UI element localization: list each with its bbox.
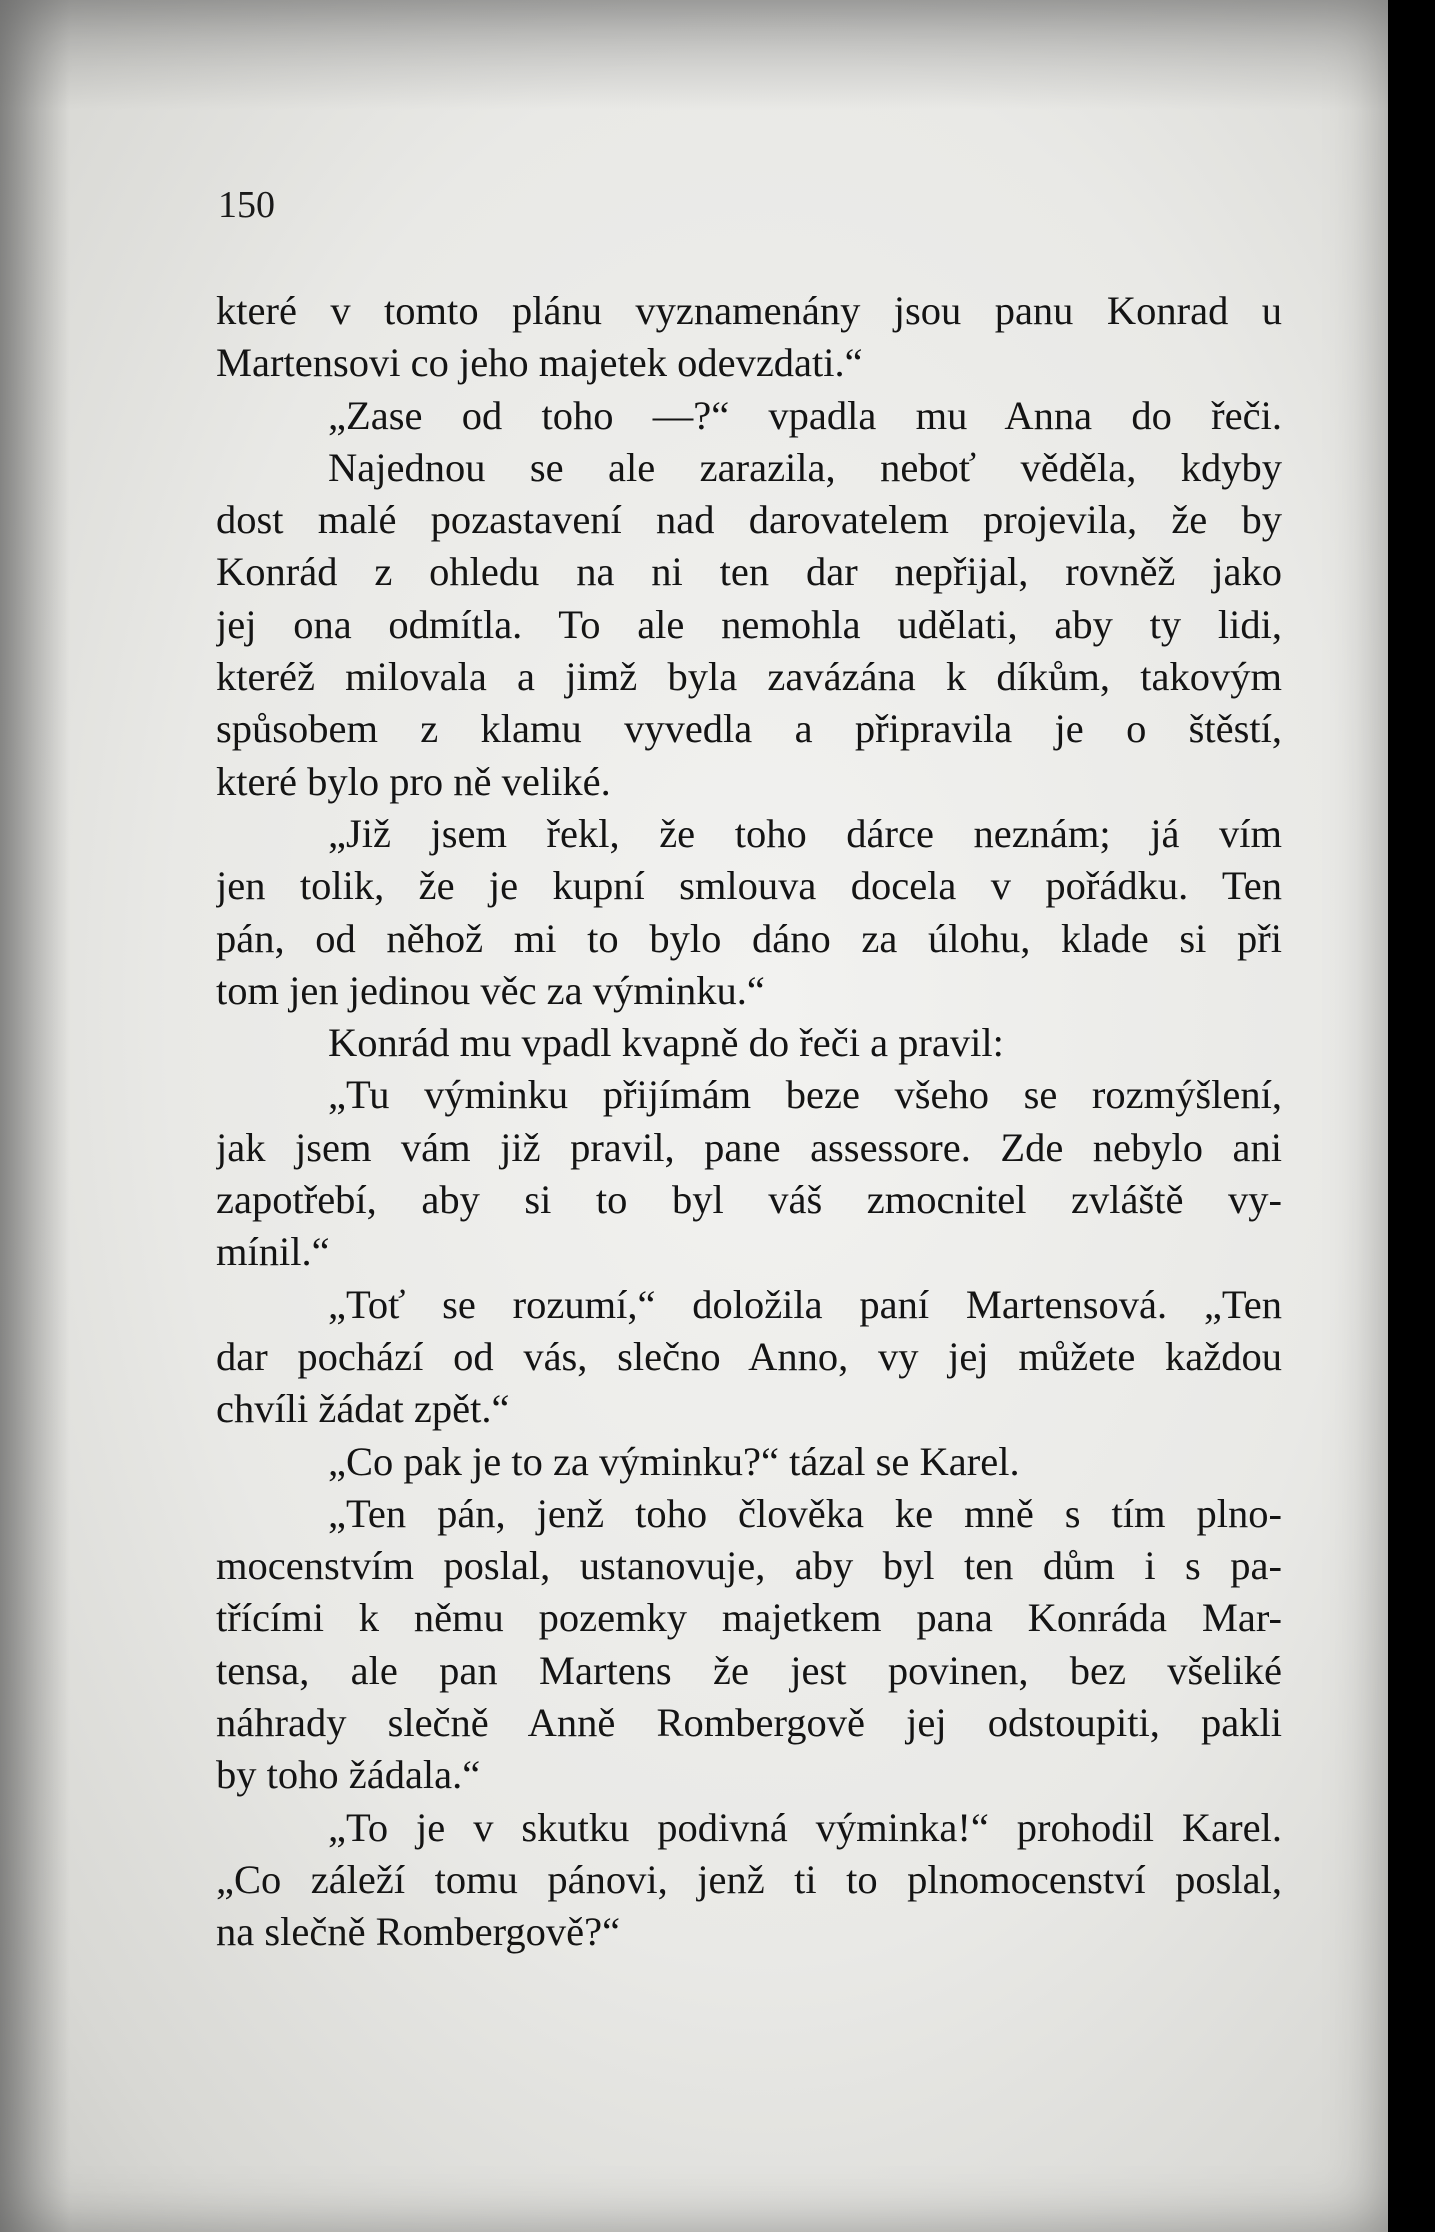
text-line: jen tolik, že je kupní smlouva docela v pořádku. Ten (216, 863, 1282, 909)
text-line: na slečně Rombergově?“ (216, 1909, 621, 1955)
text-line: spůsobem z klamu vyvedla a připravila je o štěstí, (216, 706, 1282, 752)
text-line: mocenstvím poslal, ustanovuje, aby byl ten dům i s pa- (216, 1543, 1282, 1589)
text-line: tensa, ale pan Martens že jest povinen, bez všeliké (216, 1647, 1282, 1693)
text-line: by toho žádala.“ (216, 1752, 481, 1798)
text-line: „To je v skutku podivná výminka!“ prohodil Karel. (328, 1804, 1282, 1850)
text-line: kteréž milovala a jimž byla zavázána k díkům, takovým (216, 654, 1282, 700)
text-line: „Zase od toho —?“ vpadla mu Anna do řeči. (328, 392, 1282, 438)
text-line: náhrady slečně Anně Rombergově jej odstoupiti, pakli (216, 1700, 1282, 1746)
body-text (216, 285, 1282, 1959)
text-line: „Tu výminku přijímám beze všeho se rozmýšlení, (328, 1072, 1282, 1118)
text-line: Najednou se ale zarazila, neboť věděla, kdyby (328, 444, 1282, 490)
text-line: chvíli žádat zpět.“ (216, 1386, 510, 1432)
text-line: Konrád mu vpadl kvapně do řeči a pravil: (328, 1020, 1004, 1066)
text-line: dost malé pozastavení nad darovatelem projevila, že by (216, 497, 1282, 543)
text-line: zapotřebí, aby si to byl váš zmocnitel zvláště vy- (216, 1177, 1282, 1223)
text-line: „Co záleží tomu pánovi, jenž ti to plnomocenství poslal, (216, 1856, 1282, 1902)
text-line: „Ten pán, jenž toho člověka ke mně s tím plno- (328, 1490, 1282, 1536)
text-line: Martensovi co jeho majetek odevzdati.“ (216, 340, 863, 386)
text-line: které bylo pro ně veliké. (216, 758, 611, 804)
text-line: pán, od něhož mi to bylo dáno za úlohu, klade si při (216, 915, 1282, 961)
text-line: „Již jsem řekl, že toho dárce neznám; já vím (328, 810, 1282, 856)
text-line: Konrád z ohledu na ni ten dar nepřijal, rovněž jako (216, 549, 1282, 595)
text-line: mínil.“ (216, 1229, 330, 1275)
text-line: dar pochází od vás, slečno Anno, vy jej můžete každou (216, 1333, 1282, 1379)
text-line: „Toť se rozumí,“ doložila paní Martensová. „Ten (328, 1281, 1282, 1327)
text-line: tom jen jedinou věc za výminku.“ (216, 967, 765, 1013)
text-line: jak jsem vám již pravil, pane assessore. Zde nebylo ani (216, 1124, 1282, 1170)
text-line: které v tomto plánu vyznamenány jsou panu Konrad u (216, 288, 1282, 333)
text-line: jej ona odmítla. To ale nemohla udělati, aby ty lidi, (216, 601, 1282, 647)
text-line: „Co pak je to za výminku?“ tázal se Karel. (328, 1438, 1020, 1484)
text-line: třícími k němu pozemky majetkem pana Konráda Mar- (216, 1595, 1282, 1641)
page-number: 150 (218, 184, 275, 226)
